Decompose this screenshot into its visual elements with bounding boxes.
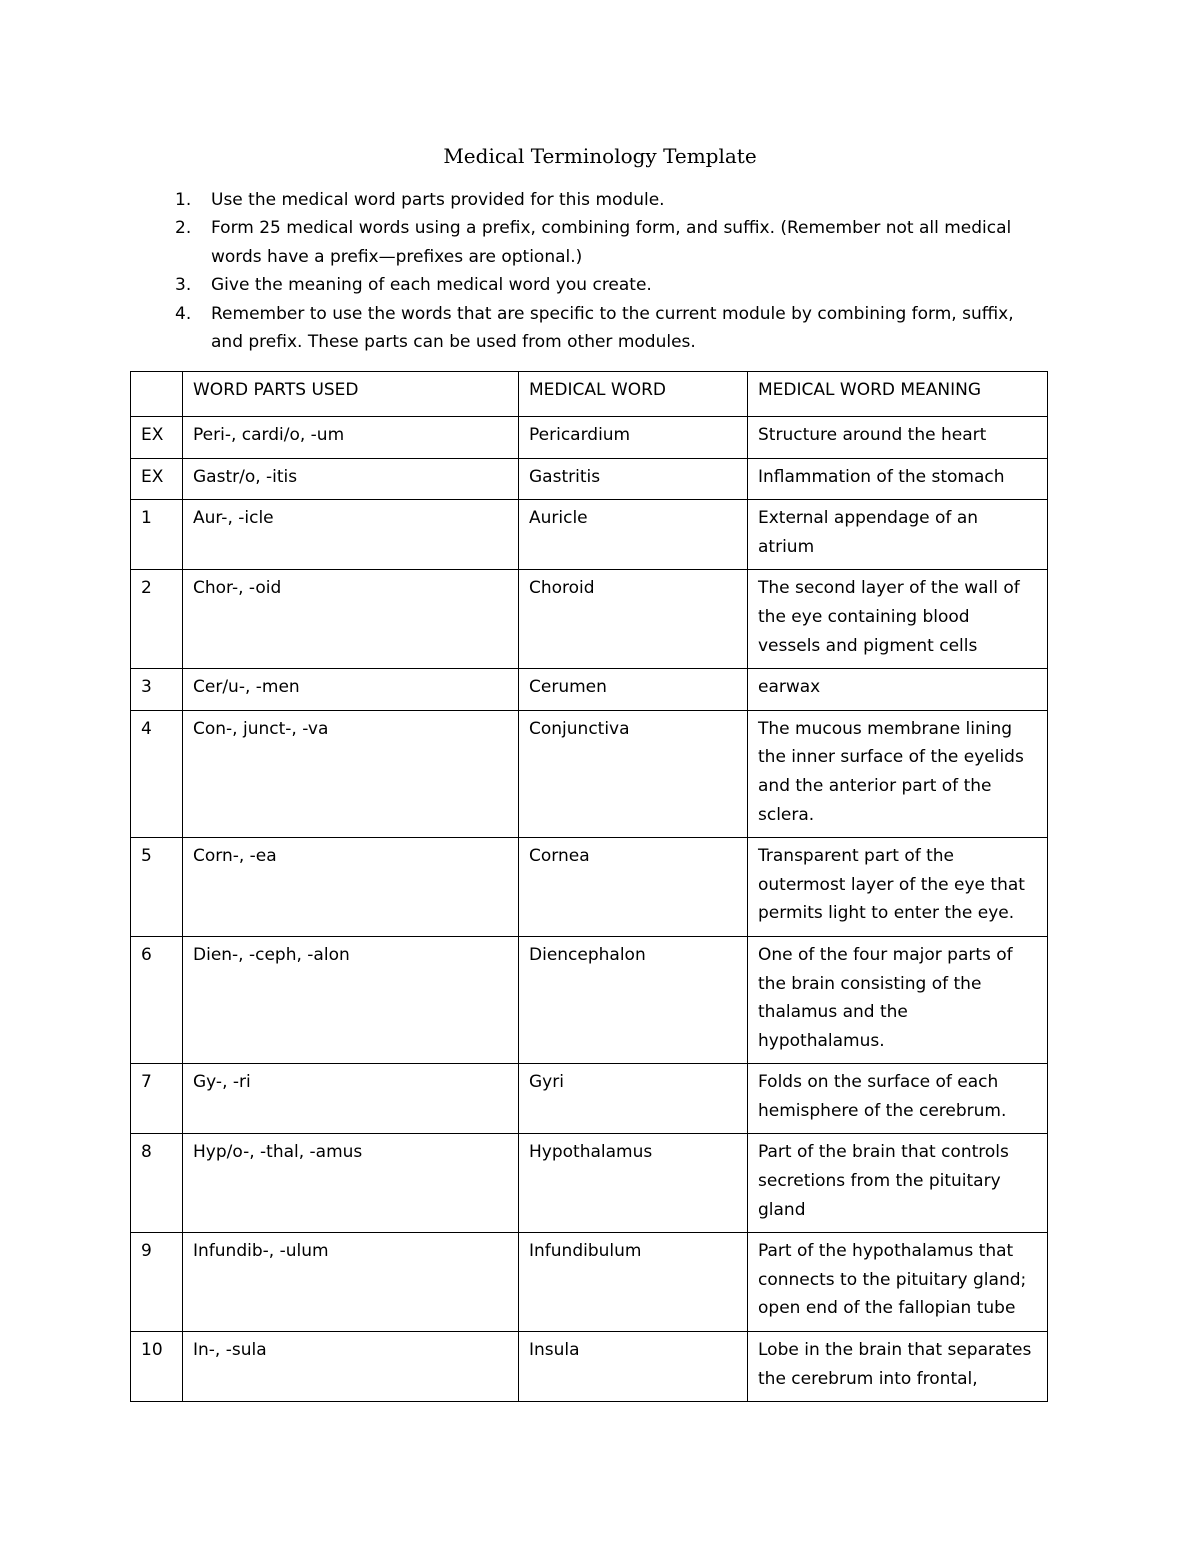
table-row (131, 1134, 1048, 1233)
page-title: Medical Terminology Template (443, 144, 757, 168)
instruction-text: Give the meaning of each medical word you create. (211, 275, 652, 296)
instructions-list (175, 186, 1051, 356)
table-row (131, 936, 1048, 1063)
table-row (131, 838, 1048, 937)
medical-word-cell: Gastritis (519, 458, 748, 500)
word-parts-cell: Gastr/o, -itis (183, 458, 519, 500)
word-parts-cell: Chor-, -oid (183, 570, 519, 669)
row-id-cell: 4 (131, 710, 183, 837)
medical-word-cell: Auricle (519, 500, 748, 570)
header-cell-meaning: MEDICAL WORD MEANING (748, 372, 1048, 417)
instruction-number: 2. (175, 218, 192, 239)
meaning-cell: Part of the hypothalamus that connects to the pituitary gland; open end of the fallopian tube (748, 1233, 1048, 1332)
table-row (131, 417, 1048, 459)
meaning-cell: Lobe in the brain that separates the cerebrum into frontal, (748, 1332, 1048, 1402)
row-id-cell: EX (131, 417, 183, 459)
medical-word-cell: Cerumen (519, 669, 748, 711)
instruction-item (175, 271, 1051, 299)
medical-word-cell: Diencephalon (519, 936, 748, 1063)
instruction-text: Use the medical word parts provided for this module. (211, 190, 665, 210)
row-id-cell: 1 (131, 500, 183, 570)
table-row (131, 500, 1048, 570)
row-id-cell: EX (131, 458, 183, 500)
medical-word-cell: Conjunctiva (519, 710, 748, 837)
instruction-item (175, 300, 1051, 357)
table-row (131, 669, 1048, 711)
meaning-cell: earwax (748, 669, 1048, 711)
row-id-cell: 10 (131, 1332, 183, 1402)
table-row (131, 710, 1048, 837)
instruction-text: Remember to use the words that are specific to the current module by combining form, suffix, and prefix. These parts can be used from other modules. (211, 303, 1014, 353)
table-header-row (131, 372, 1048, 417)
row-id-cell: 8 (131, 1134, 183, 1233)
meaning-cell: The second layer of the wall of the eye containing blood vessels and pigment cells (748, 570, 1048, 669)
row-id-cell: 5 (131, 838, 183, 937)
meaning-cell: The mucous membrane lining the inner surface of the eyelids and the anterior part of the sclera. (748, 710, 1048, 837)
meaning-cell: Transparent part of the outermost layer of the eye that permits light to enter the eye. (748, 838, 1048, 937)
word-parts-cell: Peri-, cardi/o, -um (183, 417, 519, 459)
instruction-item (175, 186, 1051, 214)
word-parts-cell: In-, -sula (183, 1332, 519, 1402)
row-id-cell: 7 (131, 1064, 183, 1134)
terminology-table (130, 371, 1048, 1402)
word-parts-cell: Dien-, -ceph, -alon (183, 936, 519, 1063)
word-parts-cell: Cer/u-, -men (183, 669, 519, 711)
word-parts-cell: Gy-, -ri (183, 1064, 519, 1134)
instruction-number: 1. (175, 190, 192, 210)
table-row (131, 570, 1048, 669)
word-parts-cell: Hyp/o-, -thal, -amus (183, 1134, 519, 1233)
medical-word-cell: Cornea (519, 838, 748, 937)
medical-word-cell: Hypothalamus (519, 1134, 748, 1233)
word-parts-cell: Corn-, -ea (183, 838, 519, 937)
medical-word-cell: Choroid (519, 570, 748, 669)
meaning-cell: External appendage of an atrium (748, 500, 1048, 570)
meaning-cell: Part of the brain that controls secretions from the pituitary gland (748, 1134, 1048, 1233)
word-parts-cell: Aur-, -icle (183, 500, 519, 570)
instruction-number: 3. (175, 275, 192, 296)
row-id-cell: 6 (131, 936, 183, 1063)
header-cell-word-parts: WORD PARTS USED (183, 372, 519, 417)
meaning-cell: Inflammation of the stomach (748, 458, 1048, 500)
word-parts-cell: Con-, junct-, -va (183, 710, 519, 837)
medical-word-cell: Pericardium (519, 417, 748, 459)
row-id-cell: 3 (131, 669, 183, 711)
medical-word-cell: Infundibulum (519, 1233, 748, 1332)
table-row (131, 1233, 1048, 1332)
medical-word-cell: Insula (519, 1332, 748, 1402)
row-id-cell: 2 (131, 570, 183, 669)
instruction-number: 4. (175, 303, 192, 324)
table-row (131, 1332, 1048, 1402)
instruction-text: Form 25 medical words using a prefix, combining form, and suffix. (Remember not all medical words have a prefix—prefixes are optional.) (211, 218, 1012, 267)
medical-word-cell: Gyri (519, 1064, 748, 1134)
header-cell-index (131, 372, 183, 417)
meaning-cell: One of the four major parts of the brain consisting of the thalamus and the hypothalamus. (748, 936, 1048, 1063)
meaning-cell: Structure around the heart (748, 417, 1048, 459)
header-cell-medical-word: MEDICAL WORD (519, 372, 748, 417)
row-id-cell: 9 (131, 1233, 183, 1332)
instruction-item (175, 214, 1051, 271)
word-parts-cell: Infundib-, -ulum (183, 1233, 519, 1332)
table-row (131, 458, 1048, 500)
table-row (131, 1064, 1048, 1134)
meaning-cell: Folds on the surface of each hemisphere of the cerebrum. (748, 1064, 1048, 1134)
